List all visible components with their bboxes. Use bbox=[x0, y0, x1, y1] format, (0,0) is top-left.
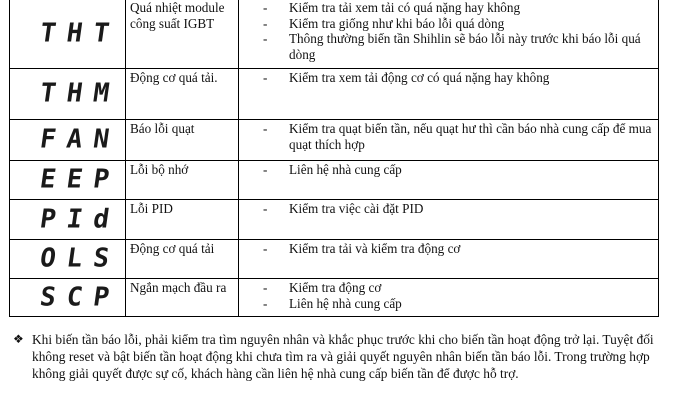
error-description: Quá nhiệt module công suất IGBT bbox=[126, 0, 239, 69]
error-code-table bbox=[9, 0, 659, 317]
error-code-cell bbox=[10, 69, 126, 120]
table-row bbox=[10, 120, 659, 161]
seven-segment-code: THM bbox=[37, 78, 123, 109]
error-description: Lỗi PID bbox=[126, 200, 239, 240]
action-list bbox=[243, 201, 656, 217]
error-code-cell bbox=[10, 279, 126, 317]
list-item: - Kiểm tra quạt biến tần, nếu quạt hư thì cần báo nhà cung cấp để mua quạt thích hợp bbox=[243, 121, 656, 152]
error-description: Báo lỗi quạt bbox=[126, 120, 239, 161]
list-item: - Kiểm tra tải xem tải có quá nặng hay không bbox=[243, 0, 656, 16]
seven-segment-code: PId bbox=[37, 203, 123, 234]
error-actions-cell bbox=[239, 0, 659, 69]
seven-segment-code: SCP bbox=[37, 281, 123, 312]
warning-note-text: Khi biến tần báo lỗi, phải kiểm tra tìm nguyên nhân và khắc phục trước khi cho biến tần hoạt động trở lại. Tuyệt đối không reset và bật biến tần hoạt động khi chưa tìm ra và giải quyết nguyên nhân biến tần báo lỗi. Trong trường hợp không giải quyết được sự cố, khách hàng cần liên hệ nhà cung cấp biến tần để được hỗ trợ. bbox=[32, 332, 654, 381]
table-row bbox=[10, 240, 659, 279]
list-item: - Thông thường biến tần Shihlin sẽ báo lỗi này trước khi báo lỗi quá dòng bbox=[243, 31, 656, 62]
list-item: - Kiểm tra động cơ bbox=[243, 280, 656, 296]
error-code-cell bbox=[10, 200, 126, 240]
error-table-body bbox=[10, 0, 659, 317]
error-actions-cell bbox=[239, 69, 659, 120]
table-row bbox=[10, 69, 659, 120]
error-actions-cell bbox=[239, 120, 659, 161]
list-item: - Kiểm tra giống như khi báo lỗi quá dòng bbox=[243, 16, 656, 32]
error-actions-cell bbox=[239, 200, 659, 240]
list-item: - Kiểm tra việc cài đặt PID bbox=[243, 201, 656, 217]
seven-segment-code: OLS bbox=[37, 243, 123, 274]
table-row bbox=[10, 279, 659, 317]
diamond-bullet-icon: ❖ bbox=[13, 332, 24, 346]
action-list bbox=[243, 280, 656, 311]
list-item: - Kiểm tra xem tải động cơ có quá nặng hay không bbox=[243, 70, 656, 86]
seven-segment-code: THT bbox=[37, 17, 123, 48]
error-description: Ngắn mạch đầu ra bbox=[126, 279, 239, 317]
action-list bbox=[243, 121, 656, 152]
error-actions-cell bbox=[239, 279, 659, 317]
error-code-cell bbox=[10, 0, 126, 69]
action-list bbox=[243, 0, 656, 62]
error-code-cell bbox=[10, 240, 126, 279]
action-list bbox=[243, 162, 656, 178]
error-code-cell bbox=[10, 120, 126, 161]
table-row bbox=[10, 0, 659, 69]
seven-segment-code: FAN bbox=[37, 124, 123, 155]
action-list bbox=[243, 241, 656, 257]
list-item: - Kiểm tra tải và kiểm tra động cơ bbox=[243, 241, 656, 257]
table-row bbox=[10, 200, 659, 240]
error-description: Động cơ quá tải bbox=[126, 240, 239, 279]
error-actions-cell bbox=[239, 161, 659, 200]
action-list bbox=[243, 70, 656, 86]
list-item: - Liên hệ nhà cung cấp bbox=[243, 296, 656, 312]
error-description: Lỗi bộ nhớ bbox=[126, 161, 239, 200]
seven-segment-code: EEP bbox=[37, 164, 123, 195]
error-actions-cell bbox=[239, 240, 659, 279]
error-code-cell bbox=[10, 161, 126, 200]
error-description: Động cơ quá tải. bbox=[126, 69, 239, 120]
warning-note bbox=[13, 331, 663, 382]
list-item: - Liên hệ nhà cung cấp bbox=[243, 162, 656, 178]
table-row bbox=[10, 161, 659, 200]
